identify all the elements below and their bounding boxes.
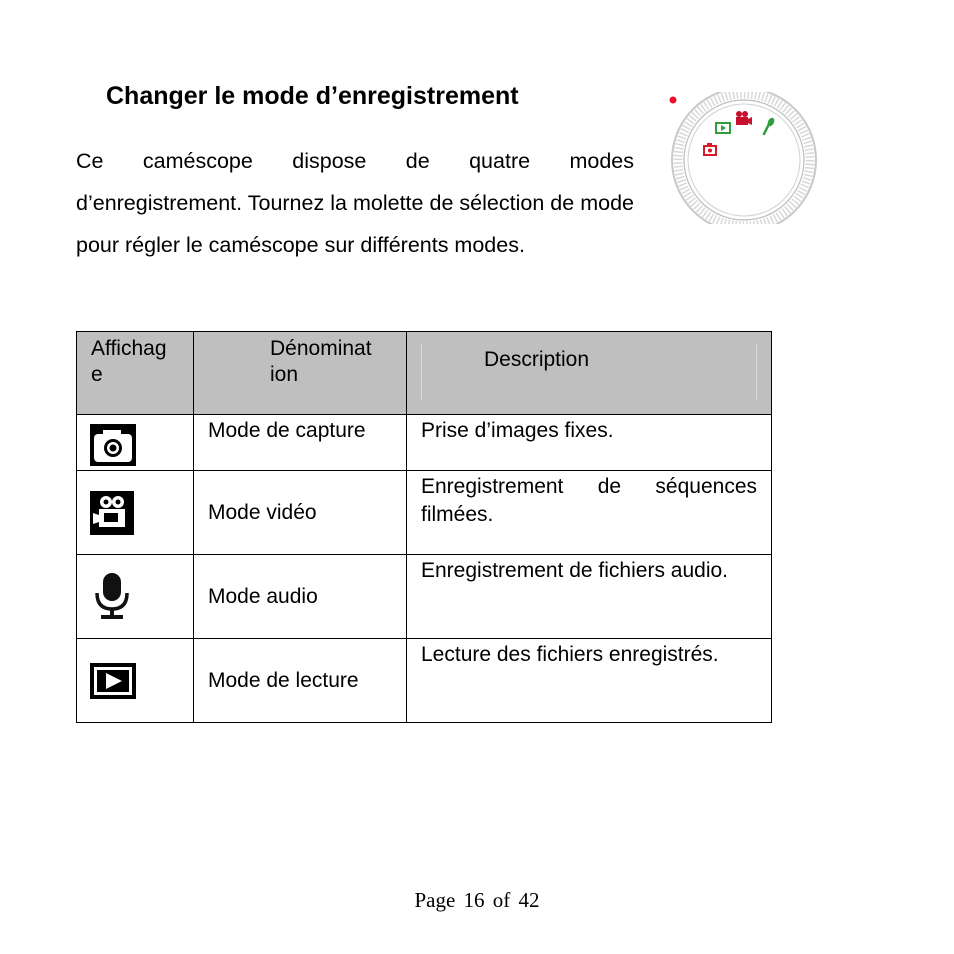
mode-name: Mode audio — [208, 584, 318, 608]
table-row — [77, 555, 772, 639]
page-number: Page 16 of 42 — [414, 888, 540, 912]
mode-description: Enregistrement de séquences filmées. — [421, 475, 757, 526]
header-display-line2: e — [91, 363, 103, 386]
intro-paragraph: Ce caméscope dispose de quatre modes d’enregistrement. Tournez la molette de sélection de mode pour régler le caméscope sur différents modes. — [76, 149, 634, 257]
dial-indicator-dot — [670, 97, 677, 104]
playback-icon — [90, 663, 136, 699]
table-row — [77, 639, 772, 723]
header-display — [77, 332, 194, 415]
table-row — [77, 471, 772, 555]
header-description — [407, 332, 772, 415]
header-display-line1: Affichag — [91, 337, 167, 360]
header-description-label: Description — [484, 348, 590, 371]
camera-icon — [90, 424, 136, 466]
mode-name: Mode de lecture — [208, 668, 359, 692]
section-title: Changer le mode d’enregistrement — [106, 82, 519, 110]
mode-name: Mode de capture — [208, 419, 366, 442]
header-name-line2: ion — [270, 363, 299, 386]
table-row — [77, 415, 772, 471]
mode-description: Lecture des fichiers enregistrés. — [421, 643, 719, 666]
mode-name: Mode vidéo — [208, 500, 317, 524]
mode-dial-illustration — [664, 92, 824, 224]
microphone-icon — [93, 573, 131, 621]
header-name-line1: Dénominat — [270, 337, 372, 360]
table-header-row — [77, 332, 772, 415]
mode-description: Prise d’images fixes. — [421, 419, 614, 442]
mode-description: Enregistrement de fichiers audio. — [421, 559, 728, 582]
recording-modes-table — [76, 331, 772, 723]
header-name — [194, 332, 407, 415]
video-camera-icon — [90, 491, 134, 535]
